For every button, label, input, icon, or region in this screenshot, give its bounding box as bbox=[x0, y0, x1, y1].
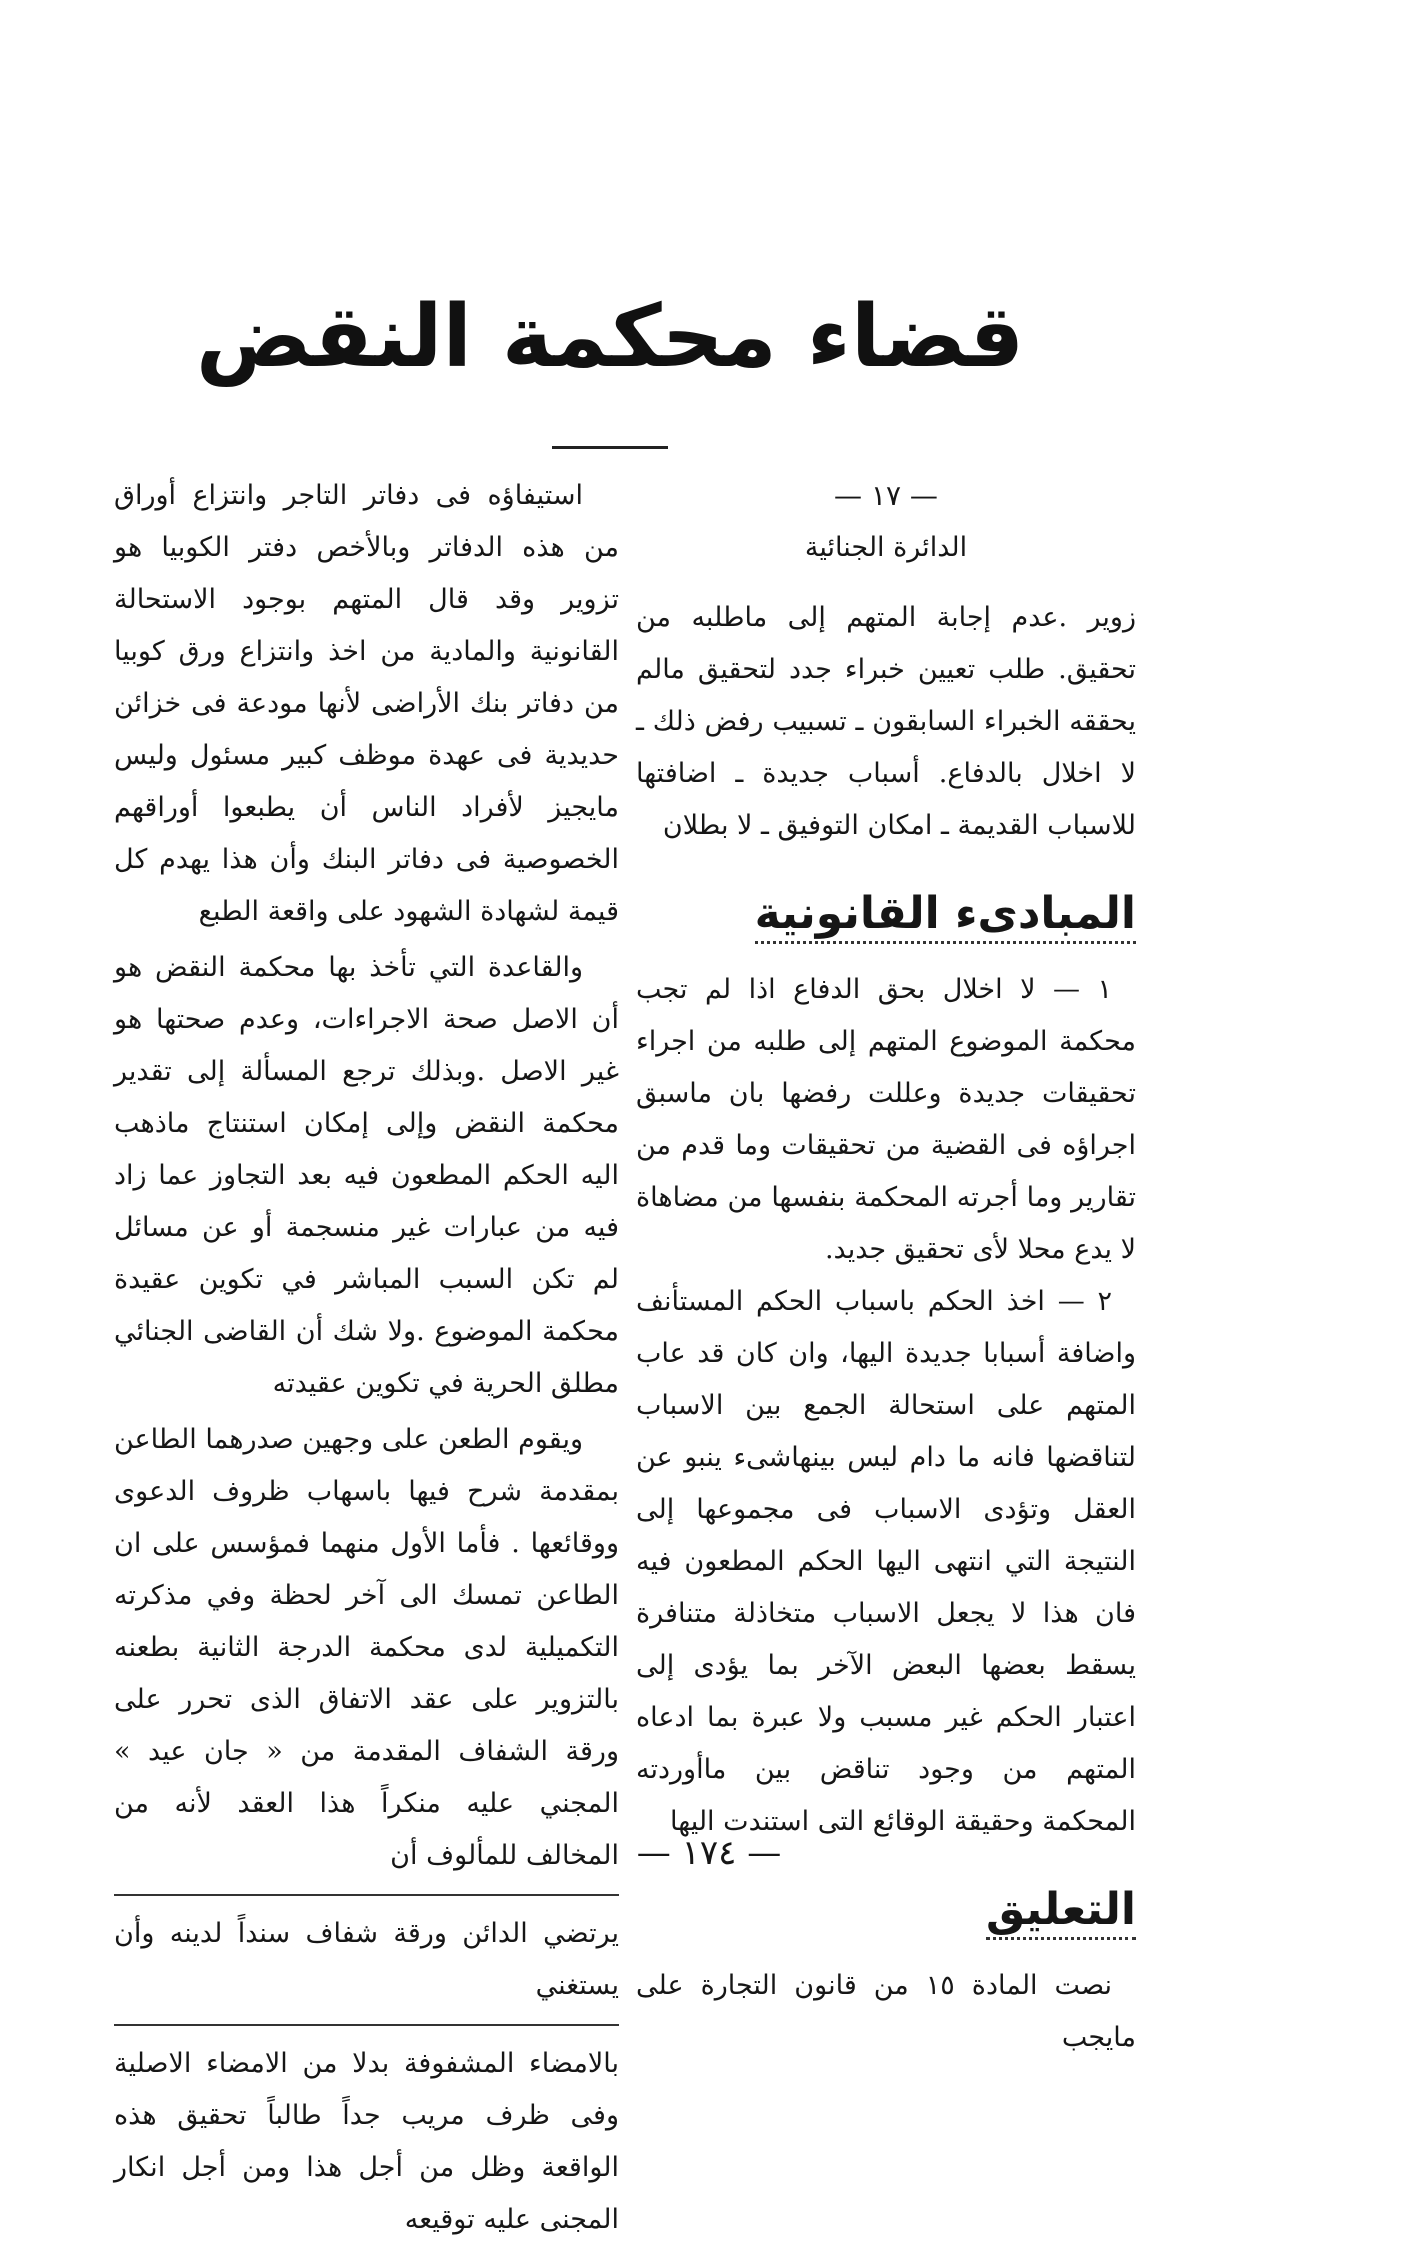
body-paragraph-4: بالامضاء المشفوفة بدلا من الامضاء الاصلية وفى ظرف مريب جداً طالباً تحقيق هذه الواقعة وظل من أجل هذا ومن أجل انكار المجنى عليه توقيعه bbox=[114, 2048, 619, 2235]
commentary-heading-text: التعليق bbox=[986, 1884, 1136, 1940]
ruling-number: — ١٧ — bbox=[834, 479, 938, 512]
principle-1: ١ — لا اخلال بحق الدفاع اذا لم تجب محكمة الموضوع المتهم إلى طلبه من اجراء تحقيقات جديدة وعللت رفضها بان ماسبق اجراؤه فى القضية من تحقيقات وما قدم من تقارير وما أجرته المحكمة بنفسها من مضاهاة لا يدع محلا لأى تحقيق جديد. bbox=[636, 974, 1136, 1265]
page-number: — ١٧٤ — bbox=[636, 1833, 782, 1873]
line-rule-top bbox=[114, 1894, 619, 1896]
commentary-text: نصت المادة ١٥ من قانون التجارة على مايجب bbox=[636, 1970, 1136, 2053]
principles-heading-text: المبادىء القانونية bbox=[755, 888, 1136, 944]
principles-heading bbox=[636, 882, 1136, 946]
principle-2: ٢ — اخذ الحكم باسباب الحكم المستأنف واضافة أسبابا جديدة اليها، وان كان قد عاب المتهم على استحالة الجمع بين الاسباب لتناقضها فانه ما دام ليس بينهاشىء ينبو عن العقل وتؤدى الاسباب فى مجموعها إلى النتيجة التي انتهى اليها الحكم المطعون فيه فان هذا لا يجعل الاسباب متخاذلة متنافرة يسقط بعضها البعض الآخر بما يؤدى إلى اعتبار الحكم غير مسبب ولا عبرة بما ادعاه المتهم من وجود تناقض بين ماأوردته المحكمة وحقيقة الوقائع التى استندت اليها bbox=[636, 1286, 1136, 1837]
separated-line: يرتضي الدائن ورقة شفاف سنداً لدينه وأن يستغني bbox=[114, 1918, 619, 2001]
body-paragraph-2: والقاعدة التي تأخذ بها محكمة النقض هو أن الاصل صحة الاجراءات، وعدم صحتها هو غير الاصل .وبذلك ترجع المسألة إلى تقدير محكمة النقض وإلى إمكان استنتاج ماذهب اليه الحكم المطعون فيه بعد التجاوز عما زاد فيه من عبارات غير منسجمة أو عن مسائل لم تكن السبب المباشر في تكوين عقيدة محكمة الموضوع .ولا شك أن القاضى الجنائي مطلق الحرية في تكوين عقيدته bbox=[114, 952, 619, 1399]
ruling-summary: زوير .عدم إجابة المتهم إلى ماطلبه من تحقيق. طلب تعيين خبراء جدد لتحقيق مالم يحققه الخبراء السابقون ـ تسبيب رفض ذلك ـ لا اخلال بالدفاع. أسباب جديدة ـ اضافتها للاسباب القديمة ـ امكان التوفيق ـ لا بطلان bbox=[636, 602, 1136, 841]
masthead-title: قضاء محكمة النقض bbox=[195, 287, 1025, 387]
line-rule-bottom bbox=[114, 2024, 619, 2026]
commentary-heading bbox=[636, 1878, 1136, 1942]
masthead-rule bbox=[552, 446, 668, 449]
body-paragraph-1: استيفاؤه فى دفاتر التاجر وانتزاع أوراق من هذه الدفاتر وبالأخص دفتر الكوبيا هو تزوير وقد قال المتهم بوجود الاستحالة القانونية والمادية من اخذ وانتزاع ورق كوبيا من دفاتر بنك الأراضى لأنها مودعة فى خزائن حديدية فى عهدة موظف كبير مسئول وليس مايجيز لأفراد الناس أن يطبعوا أوراقهم الخصوصية فى دفاتر البنك وأن هذا يهدم كل قيمة لشهادة الشهود على واقعة الطبع bbox=[114, 480, 619, 927]
body-paragraph-3: ويقوم الطعن على وجهين صدرهما الطاعن بمقدمة شرح فيها باسهاب ظروف الدعوى ووقائعها . فأما الأول منهما فمؤسس على ان الطاعن تمسك الى آخر لحظة وفي مذكرته التكميلية لدى محكمة الدرجة الثانية بطعنه بالتزوير على عقد الاتفاق الذى تحرر على ورقة الشفاف المقدمة من « جان عيد » المجني عليه منكراً هذا العقد لأنه من المخالف للمألوف أن bbox=[114, 1424, 619, 1871]
court-circuit: الدائرة الجنائية bbox=[804, 532, 968, 563]
